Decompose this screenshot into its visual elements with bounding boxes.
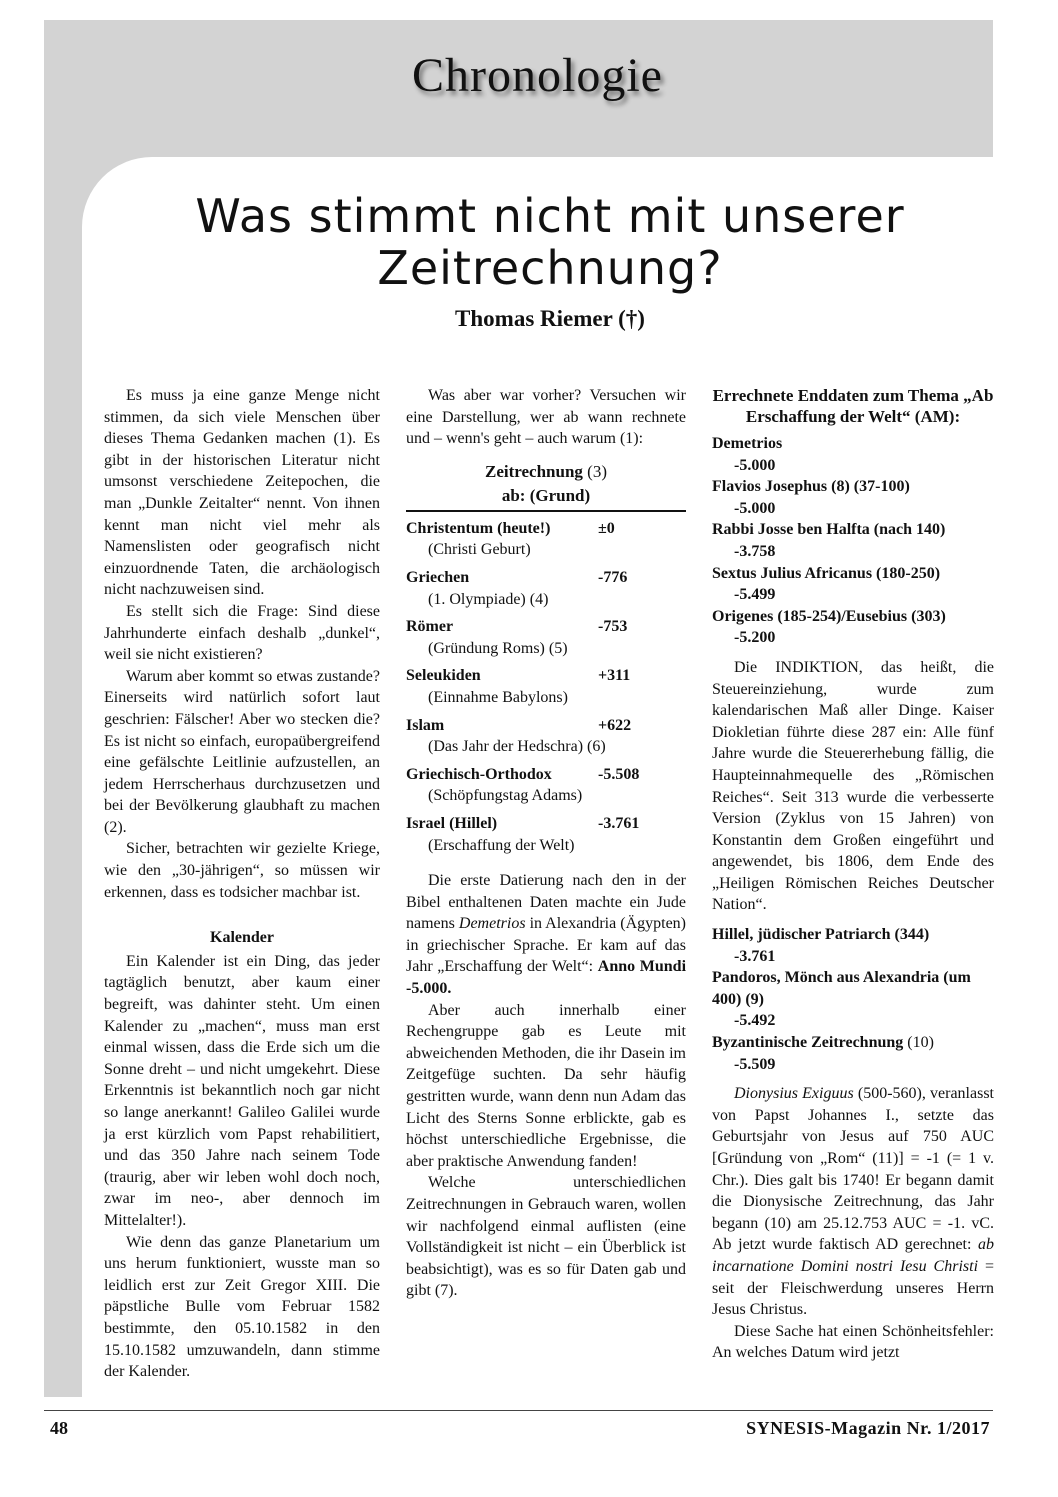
date-name: Demetrios [712, 435, 783, 452]
paragraph [712, 1083, 994, 1321]
paragraph: Die INDIKTION, das heißt, die Steuereinziehung, wurde zum kalendarischen Maß aller Dinge. Kaiser Diokletian führte diese 287 ein: Alle fünf Jahre wurde die Steuererhebung fällig, die Haupteinnahmequelle des „Römischen Reiches“. Seit 313 wurde die verbesserte Version (Zyklus von 15 Jahren) von Konstantin dem Großen eingeführt und angewendet, bis 1806, dem Ende des „Heiligen Römischen Reiches Deutscher Nation“. [712, 658, 994, 914]
era-name: Griechen [406, 568, 470, 586]
date-entry [712, 967, 994, 1032]
era-reason: (Gründung Roms) (5) [428, 639, 568, 657]
era-reason: (1. Olympiade) (4) [428, 590, 549, 608]
paragraph: Aber auch innerhalb einer Rechengruppe gab es Leute mit abweichenden Methoden, die ihr Dasein im Zeitgefüge suchten. Da sehr häufig gestritten wurde, wann denn nun Adam das Licht des Sterns Sonne erblickte, gab es höchst unterschiedliche Ergebnisse, die aber praktische Anwendung fanden! [406, 1001, 686, 1170]
paragraph: Welche unterschiedlichen Zeitrechnungen in Gebrauch waren, wollen wir nachfolgend einmal auflisten (eine Vollständigkeit ist nicht – ein Überblick ist beabsichtigt), was es so für Daten gab und gibt (7). [406, 1174, 686, 1300]
date-name: Byzantinische Zeitrechnung [712, 1034, 904, 1052]
era-name: Israel (Hillel) [406, 814, 498, 832]
italic-latin: ab incarnatione Domini nostri Iesu Christi [712, 1236, 994, 1275]
date-name: Pandoros, Mönch aus Alexandria (um 400) (9) [712, 969, 971, 1008]
date-name: Sextus Julius Africanus (180-250) [712, 564, 941, 582]
era-name: Seleukiden [406, 667, 481, 685]
date-entry [712, 519, 994, 562]
italic-name: Dionysius Exiguus [734, 1085, 854, 1103]
magazine-name: SYNESIS-Magazin Nr. 1/2017 [746, 1418, 990, 1438]
article-title: Was stimmt nicht mit unserer Zeitrechnung? [195, 189, 905, 295]
date-value: -5.499 [734, 586, 776, 604]
column-3 [712, 385, 994, 1364]
text-run: (500-560), veranlasst von Papst Johannes I., setzte das Geburtsjahr von Jesus auf 750 AUC [Gründung von „Rom“ (11)] = -1 (= 1 v. Chr.). Dies galt bis 1740! Er begann damit die Dionysische Zeitrechnung, das Jahr begann (10) am 25.12.753 AUC = -1. vC. Ab jetzt wurde faktisch AD gerechnet: [712, 1085, 995, 1254]
date-value: -5.000 [734, 499, 776, 517]
table-row [406, 665, 686, 687]
paragraph: Es stellt sich die Frage: Sind diese Jahrhunderte einfach deshalb „dunkel“, weil sie nicht existieren? [104, 602, 380, 664]
date-entry [712, 606, 994, 649]
era-table [406, 518, 686, 856]
date-name: Flavios Josephus (8) (37-100) [712, 478, 910, 496]
era-reason: (Einnahme Babylons) [428, 688, 568, 706]
date-entry [712, 1032, 994, 1075]
era-name: Griechisch-Orthodox [406, 765, 552, 783]
era-value: -5.508 [598, 765, 640, 783]
table-rule [406, 510, 686, 512]
italic-name: Demetrios [458, 915, 526, 933]
table-row [406, 567, 686, 589]
table-row [406, 616, 686, 638]
section-heading-kalender: Kalender [210, 929, 274, 947]
date-value: -5.492 [734, 1012, 776, 1030]
date-value: -3.761 [734, 947, 776, 965]
column-1 [104, 385, 380, 1383]
paragraph: Warum aber kommt so etwas zustande? Einerseits wird natürlich sofort laut geschrien: Fälscher! Aber wo stecken die? Es ist nicht so einfach, europaübergreifend eine gefälschte Leitlinie aufzustellen, an jedem Herrscherhaus durchzusetzen und bei der Bevölkerung glaubhaft zu machen (2). [104, 667, 380, 836]
left-side-bar [44, 157, 82, 1397]
date-entry [712, 476, 994, 519]
paragraph: Sicher, betrachten wir gezielte Kriege, wie den „30-jährigen“, so müssen wir erkennen, dass es todsicher machbar ist. [104, 840, 380, 901]
era-value: -753 [598, 618, 628, 636]
paragraph: Diese Sache hat einen Schönheitsfehler: An welches Datum wird jetzt [712, 1322, 994, 1362]
table-row [406, 518, 686, 540]
dates-heading: Errechnete Enddaten zum Thema „Ab Erschaffung der Welt“ (AM): [712, 386, 994, 426]
footer-rule [44, 1410, 993, 1411]
table-header [406, 460, 686, 508]
era-value: +311 [598, 667, 631, 685]
era-value: +622 [598, 716, 632, 734]
date-entry [712, 563, 994, 606]
table-header-sub: ab: (Grund) [501, 485, 591, 505]
date-value: -5.509 [734, 1055, 776, 1073]
date-name: Hillel, jüdischer Patriarch (344) [712, 926, 930, 944]
date-ref: (10) [903, 1034, 934, 1052]
table-row [406, 813, 686, 835]
paragraph: Was aber war vorher? Versuchen wir eine Darstellung, wer ab wann rechnete und – wenn's geht – auch warum (1): [406, 387, 686, 448]
table-row [406, 764, 686, 786]
era-name: Christentum (heute!) [406, 519, 551, 537]
era-reason: (Christi Geburt) [428, 541, 531, 559]
section-title: Chronologie [412, 49, 663, 102]
era-name: Römer [406, 618, 454, 636]
page-number: 48 [50, 1418, 68, 1438]
date-value: -5.200 [734, 629, 776, 647]
paragraph: Ein Kalender ist ein Ding, das jeder tagtäglich benutzt, aber kaum einer begreift, was dahinter steht. Um einen Kalender zu „machen“, muss man erst einmal wissen, dass die Erde sich um die Sonne dreht – und nicht umgekehrt. Diese Erkenntnis ist bekanntlich noch gar nicht so lange anerkannt! Galileo Galilei wurde ja erst kürzlich vom Papst rehabilitiert, und das 350 Jahre nach seinem Tode (traurig, aber wir leben wohl doch noch, zwar im neo-, aber dennoch im Mittelalter!). [104, 952, 380, 1229]
date-entry [712, 433, 994, 476]
date-name: Origenes (185-254)/Eusebius (303) [712, 607, 946, 625]
article-author: Thomas Riemer (†) [455, 306, 645, 331]
era-name: Islam [406, 716, 445, 734]
era-value: ±0 [598, 519, 615, 537]
date-value: -3.758 [734, 542, 776, 560]
column-2 [406, 385, 686, 1302]
bold-run: Anno Mundi -5.000. [406, 958, 687, 998]
era-reason: (Schöpfungstag Adams) [428, 787, 583, 805]
paragraph: Wie denn das ganze Planetarium um uns herum funktioniert, wusste man so leidlich erst zur Zeit Gregor XIII. Die päpstliche Bulle vom Februar 1582 bestimmte, den 05.10.1582 in den 15.10.1582 umzuwandeln, dann stimme der Kalender. [104, 1233, 380, 1381]
date-entry [712, 924, 994, 967]
era-value: -3.761 [598, 814, 640, 832]
paragraph [406, 870, 686, 1000]
era-reason: (Erschaffung der Welt) [428, 836, 575, 854]
table-row [406, 715, 686, 737]
table-header-title: Zeitrechnung [485, 461, 583, 481]
text-run: Die erste Datierung nach den in der Bibel enthaltenen Daten machte ein Jude namens [406, 872, 686, 933]
table-header-ref: (3) [582, 461, 607, 481]
date-value: -5.000 [734, 456, 776, 474]
text-run: = seit der Fleischwerdung unseres Herrn Jesus Christus. [712, 1257, 994, 1319]
era-value: -776 [598, 568, 628, 586]
paragraph: Es muss ja eine ganze Menge nicht stimmen, da sich viele Menschen über dieses Thema Gedanken machen (1). Es gibt in der historischen Literatur nicht umsonst verschiedene Zeitepochen, die man „Dunkle Zeitalter“ nennt. Von ihnen kennt man nicht viel mehr als Namenslisten oder geografisch nicht einzuordnende Taten, die archäologisch nicht nachzuweisen sind. [104, 387, 380, 599]
era-reason: (Das Jahr der Hedschra) (6) [428, 738, 606, 756]
date-name: Rabbi Josse ben Halfta (nach 140) [712, 521, 946, 539]
text-run: in Alexandria (Ägypten) in griechischer Sprache. Er kam auf das Jahr „Erschaffung der Welt“: [406, 915, 686, 976]
